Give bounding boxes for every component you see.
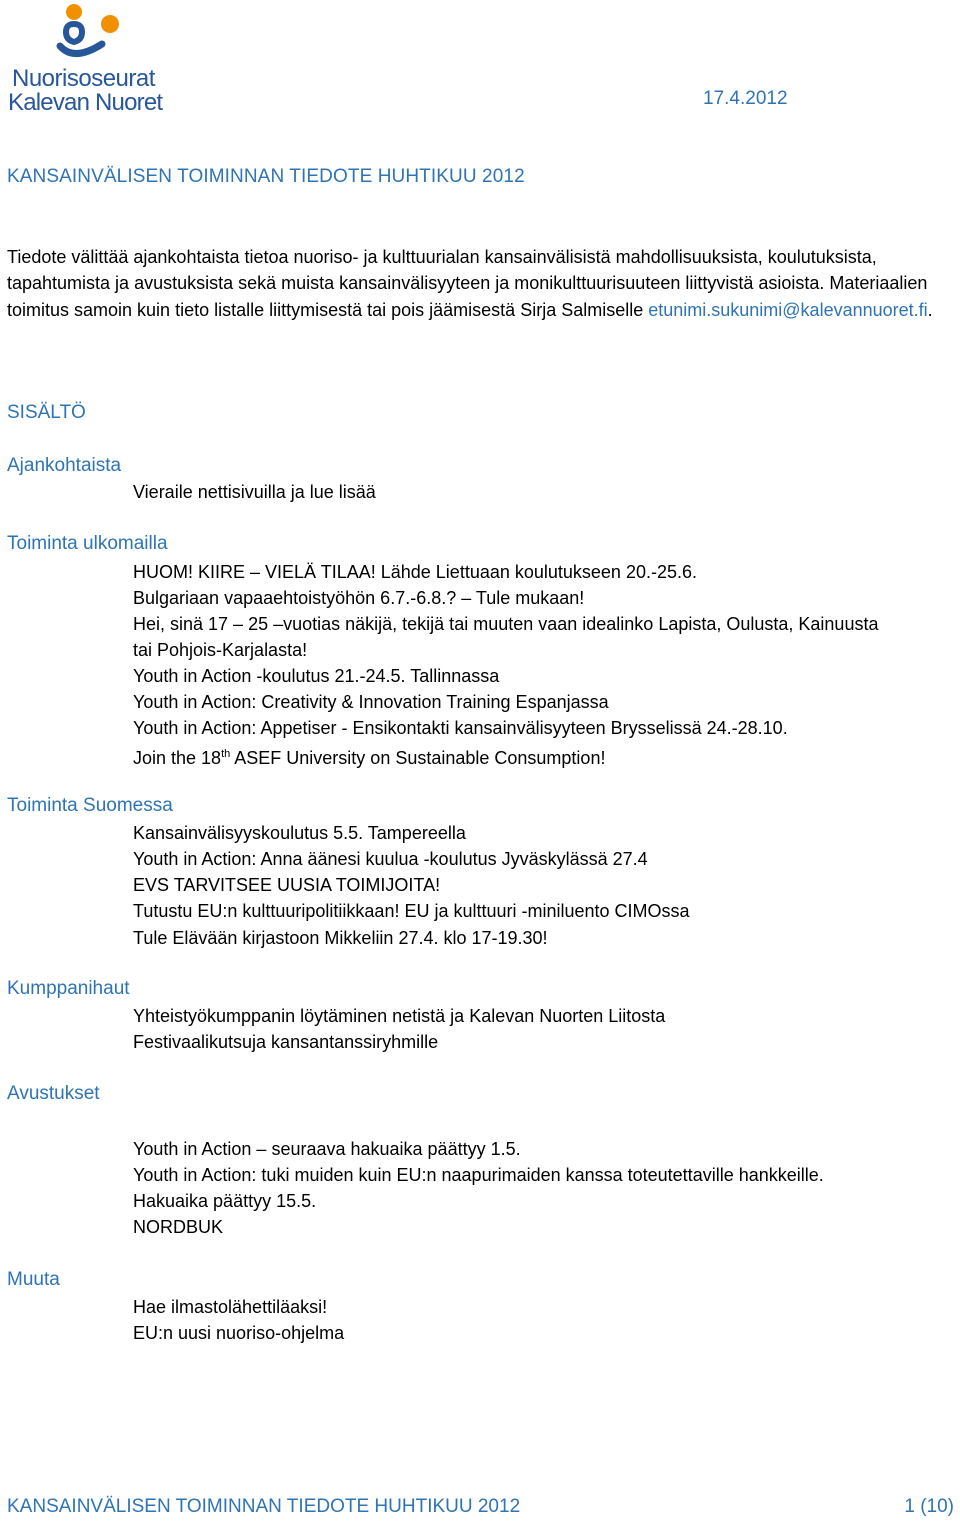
- content-link[interactable]: NORDBUK: [133, 1217, 224, 1237]
- logo-figure-icon: [8, 2, 168, 70]
- document-date: 17.4.2012: [703, 88, 788, 109]
- intro-end: .: [927, 299, 933, 320]
- organization-logo: [8, 2, 168, 120]
- section-heading-avustukset: Avustukset: [7, 1083, 100, 1104]
- content-link[interactable]: Tutustu EU:n kulttuuripolitiikkaan! EU ja kulttuuri -miniluento CIMOssa: [133, 901, 690, 921]
- logo-line-1: Nuorisoseurat: [12, 65, 155, 92]
- contact-email-link[interactable]: etunimi.sukunimi@kalevannuoret.fi: [648, 299, 928, 320]
- content-link[interactable]: EVS TARVITSEE UUSIA TOIMIJOITA!: [133, 875, 441, 895]
- intro-paragraph: [7, 244, 947, 323]
- asef-post: ASEF University on Sustainable Consumption!: [230, 748, 606, 768]
- content-link[interactable]: Vieraile nettisivuilla ja lue lisää: [133, 482, 376, 502]
- content-link[interactable]: Youth in Action: Creativity & Innovation Training Espanjassa: [133, 692, 609, 712]
- content-link[interactable]: Youth in Action: Anna äänesi kuulua -koulutus Jyväskylässä 27.4: [133, 849, 648, 869]
- content-link[interactable]: Hei, sinä 17 – 25 –vuotias näkijä, tekijä tai muuten vaan idealinko Lapista, Oulusta, Kainuusta: [133, 614, 879, 634]
- section-heading-ajankohtaista: Ajankohtaista: [7, 455, 122, 476]
- content-link[interactable]: tai Pohjois-Karjalasta!: [133, 640, 308, 660]
- section-heading-toiminta-suomessa: Toiminta Suomessa: [7, 795, 173, 816]
- content-link[interactable]: Youth in Action: Appetiser - Ensikontakti kansainvälisyyteen Brysselissä 24.-28.10.: [133, 718, 788, 738]
- intro-text: Tiedote välittää ajankohtaista tietoa nuoriso- ja kulttuurialan kansainvälisistä mahdollisuuksista, koulutuksista, tapahtumista ja avustuksista sekä muista kansainvälisyyteen ja monikulttuurisuuteen liittyvistä asioista. Materiaalien toimitus samoin kuin tieto listalle liittymisestä tai pois jäämisestä Sirja Salmiselle: [7, 247, 928, 320]
- content-link[interactable]: EU:n uusi nuoriso-ohjelma: [133, 1323, 345, 1343]
- page-number: 1 (10): [904, 1496, 954, 1517]
- asef-pre: Join the 18: [133, 748, 222, 768]
- content-link[interactable]: Tule Elävään kirjastoon Mikkeliin 27.4. klo 17-19.30!: [133, 928, 548, 948]
- content-link-asef[interactable]: [133, 741, 605, 771]
- content-link[interactable]: Youth in Action – seuraava hakuaika päättyy 1.5.: [133, 1139, 521, 1159]
- asef-sup: th: [221, 748, 231, 760]
- section-heading-muuta: Muuta: [7, 1269, 60, 1290]
- content-link[interactable]: Youth in Action -koulutus 21.-24.5. Tallinnassa: [133, 666, 500, 686]
- content-link[interactable]: Yhteistyökumppanin löytäminen netistä ja Kalevan Nuorten Liitosta: [133, 1006, 666, 1026]
- section-heading-toiminta-ulkomailla: Toiminta ulkomailla: [7, 533, 168, 554]
- content-link[interactable]: Youth in Action: tuki muiden kuin EU:n naapurimaiden kanssa toteutettaville hankkeille.: [133, 1165, 824, 1185]
- content-link[interactable]: Hae ilmastolähettiläaksi!: [133, 1297, 328, 1317]
- content-link[interactable]: Bulgariaan vapaaehtoistyöhön 6.7.-6.8.? – Tule mukaan!: [133, 588, 585, 608]
- footer-title: KANSAINVÄLISEN TOIMINNAN TIEDOTE HUHTIKUU 2012: [7, 1496, 521, 1517]
- contents-heading: SISÄLTÖ: [7, 402, 86, 423]
- logo-line-2: Kalevan Nuoret: [8, 89, 163, 116]
- document-title: KANSAINVÄLISEN TOIMINNAN TIEDOTE HUHTIKUU 2012: [7, 166, 525, 187]
- section-heading-kumppanihaut: Kumppanihaut: [7, 978, 130, 999]
- content-link[interactable]: Hakuaika päättyy 15.5.: [133, 1191, 317, 1211]
- content-link[interactable]: HUOM! KIIRE – VIELÄ TILAA! Lähde Liettuaan koulutukseen 20.-25.6.: [133, 562, 697, 582]
- content-link[interactable]: Festivaalikutsuja kansantanssiryhmille: [133, 1032, 439, 1052]
- content-link[interactable]: Kansainvälisyyskoulutus 5.5. Tampereella: [133, 823, 466, 843]
